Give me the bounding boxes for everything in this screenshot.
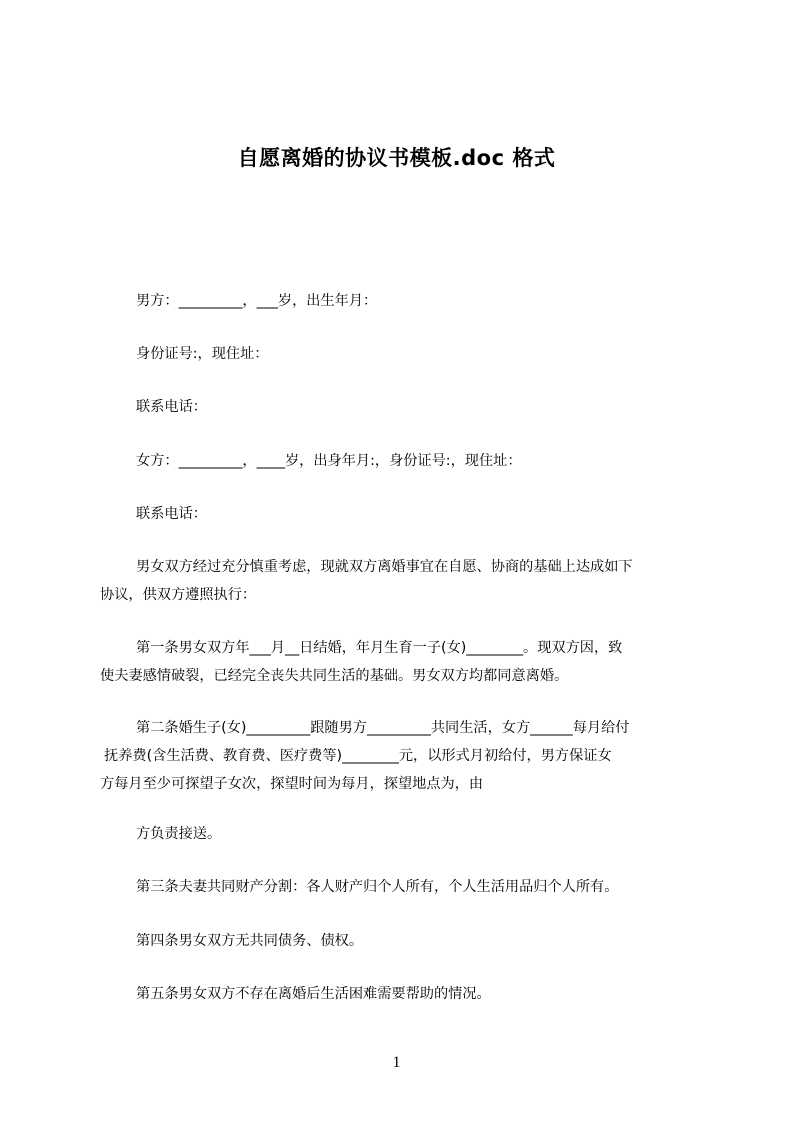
article-2-continuation	[100, 820, 700, 848]
intro-line-2: 协议，供双方遵照执行：	[100, 587, 257, 603]
article-2-paragraph	[100, 714, 700, 798]
article-2-line-2: 抚养费(含生活费、教育费、医疗费等)________元，以形式月初给付，男方保证女	[104, 748, 612, 764]
page-number: 1	[392, 1054, 401, 1071]
female-name-age-id-address: 女方：_________，____岁，出身年月:，身份证号:，现住址：	[136, 453, 522, 469]
article-2-line-3: 方每月至少可探望子女次，探望时间为每月，探望地点为，由	[100, 776, 484, 792]
document-title: 自愿离婚的协议书模板.doc 格式	[237, 146, 556, 170]
intro-text-1: 男女双方经过充分慎重考虑，现就双方离婚事宜在自愿、协商的基础上达成如下	[136, 559, 633, 575]
male-id-address-line	[100, 340, 700, 368]
article-2-line-1	[100, 714, 700, 742]
intro-line-1	[100, 553, 700, 581]
article-1-text-1: 第一条男女双方年___月__日结婚，年月生育一子(女)________。现双方因，致	[136, 640, 623, 656]
female-phone-line	[100, 500, 700, 528]
intro-paragraph	[100, 553, 700, 609]
article-5-text: 第五条男女双方不存在离婚后生活困难需要帮助的情况。	[136, 986, 491, 1002]
article-3-paragraph	[100, 873, 700, 901]
male-name-age-birth: 男方：_________，___岁，出生年月：	[136, 293, 378, 309]
article-2-text-1: 第二条婚生子(女)_________跟随男方_________共同生活，女方______每月给付	[136, 720, 630, 736]
article-3-text: 第三条夫妻共同财产分割：各人财产归个人所有，个人生活用品归个人所有。	[136, 879, 619, 895]
female-info-line	[100, 447, 700, 475]
male-id-address: 身份证号:，现住址：	[136, 346, 269, 362]
male-phone: 联系电话：	[136, 399, 207, 415]
article-4-text: 第四条男女双方无共同债务、债权。	[136, 933, 364, 949]
article-5-paragraph	[100, 980, 700, 1008]
female-phone: 联系电话：	[136, 506, 207, 522]
male-phone-line	[100, 393, 700, 421]
article-1-paragraph	[100, 634, 700, 690]
article-2-text-4: 方负责接送。	[136, 826, 222, 842]
male-info-line	[100, 287, 700, 315]
article-4-paragraph	[100, 927, 700, 955]
article-1-line-2: 使夫妻感情破裂，已经完全丧失共同生活的基础。男女双方均都同意离婚。	[100, 668, 569, 684]
article-1-line-1	[100, 634, 700, 662]
